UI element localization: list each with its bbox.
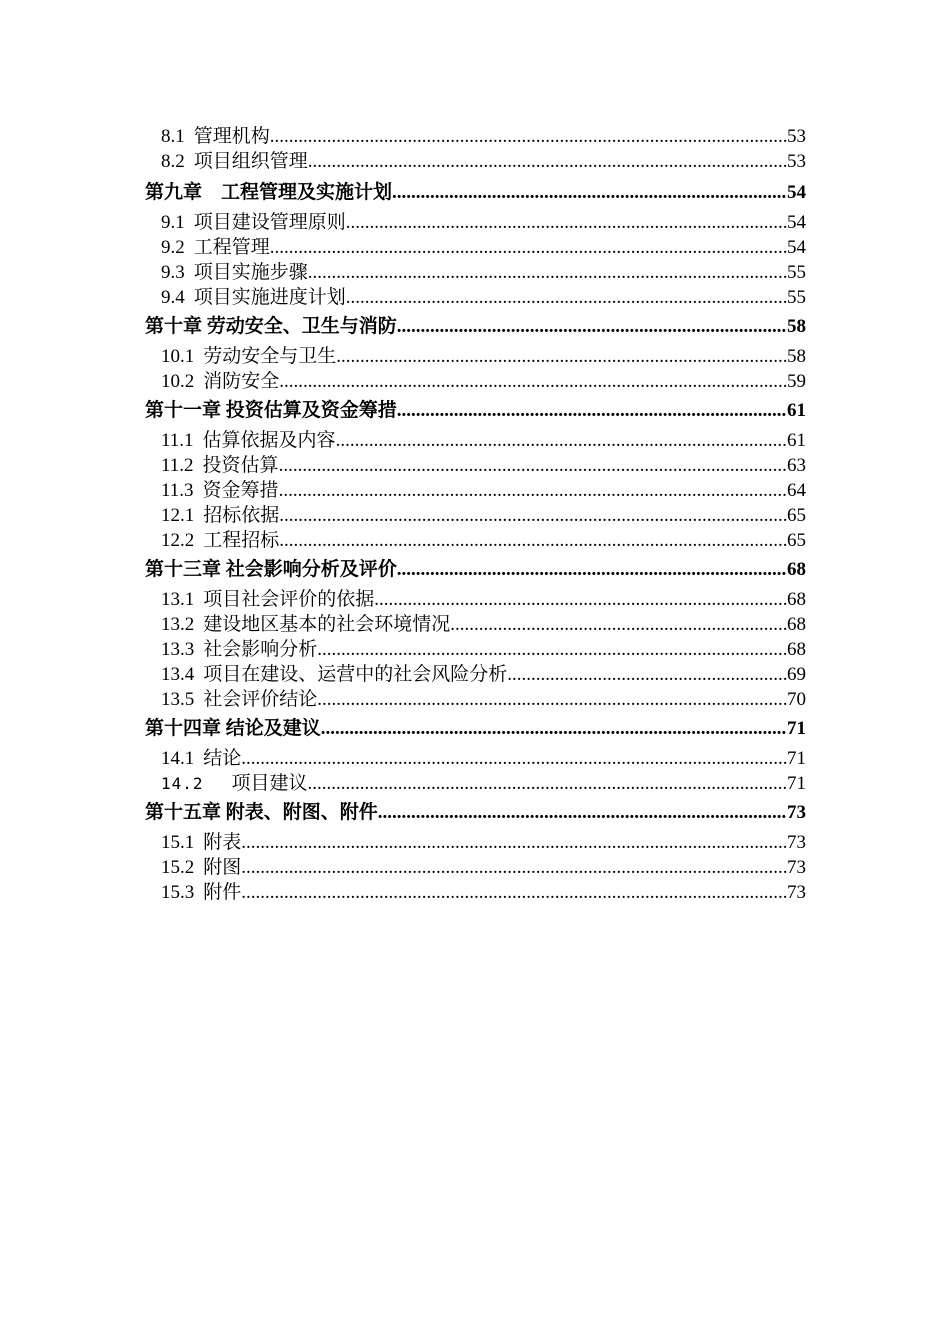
dot-leader xyxy=(317,687,787,712)
toc-entry-number: 12.2 xyxy=(161,530,195,551)
toc-entry-title: 项目建设管理原则 xyxy=(193,212,346,233)
toc-entry-page: 73 xyxy=(787,857,806,878)
toc-entry-8-1[interactable] xyxy=(145,124,806,149)
toc-entry-9-4[interactable] xyxy=(145,285,806,310)
toc-entry-number: 13.5 xyxy=(161,689,195,710)
toc-entry-14-2[interactable] xyxy=(145,771,806,796)
dot-leader xyxy=(397,310,787,344)
toc-entry-page: 71 xyxy=(787,773,806,794)
dot-leader xyxy=(308,771,787,796)
toc-entry-page: 65 xyxy=(787,505,806,526)
dot-leader xyxy=(392,176,787,210)
toc-chapter-title: 第十一章 投资估算及资金筹措 xyxy=(145,400,397,421)
dot-leader xyxy=(241,746,787,771)
toc-chapter-15[interactable] xyxy=(145,796,806,830)
toc-chapter-title: 第十四章 结论及建议 xyxy=(145,718,321,739)
toc-entry-page: 64 xyxy=(787,480,806,501)
toc-entry-title: 社会评价结论 xyxy=(203,689,318,710)
toc-entry-title: 投资估算 xyxy=(202,455,279,476)
toc-entry-number: 8.2 xyxy=(161,151,185,172)
dot-leader xyxy=(397,394,787,428)
toc-entry-11-3[interactable] xyxy=(145,478,806,503)
toc-entry-number: 12.1 xyxy=(161,505,195,526)
toc-entry-9-2[interactable] xyxy=(145,235,806,260)
dot-leader xyxy=(241,880,787,905)
toc-entry-number: 13.3 xyxy=(161,639,195,660)
toc-entry-page: 53 xyxy=(787,151,806,172)
toc-entry-11-2[interactable] xyxy=(145,453,806,478)
toc-entry-12-1[interactable] xyxy=(145,503,806,528)
toc-chapter-page: 61 xyxy=(787,400,806,421)
toc-chapter-page: 71 xyxy=(787,718,806,739)
toc-entry-title: 附件 xyxy=(203,882,242,903)
toc-entry-number: 9.1 xyxy=(161,212,185,233)
dot-leader xyxy=(279,369,787,394)
toc-chapter-14[interactable] xyxy=(145,712,806,746)
toc-entry-15-2[interactable] xyxy=(145,855,806,880)
toc-chapter-11[interactable] xyxy=(145,394,806,428)
toc-entry-number: 13.4 xyxy=(161,664,195,685)
toc-entry-14-1[interactable] xyxy=(145,746,806,771)
dot-leader xyxy=(336,344,787,369)
toc-entry-13-2[interactable] xyxy=(145,612,806,637)
toc-entry-title: 项目社会评价的依据 xyxy=(203,589,375,610)
toc-entry-title: 项目实施进度计划 xyxy=(193,287,346,308)
toc-entry-13-4[interactable] xyxy=(145,662,806,687)
toc-entry-number: 8.1 xyxy=(161,126,185,147)
toc-chapter-10[interactable] xyxy=(145,310,806,344)
toc-entry-number: 13.1 xyxy=(161,589,195,610)
toc-entry-title: 项目在建设、运营中的社会风险分析 xyxy=(203,664,508,685)
toc-entry-title: 社会影响分析 xyxy=(203,639,318,660)
toc-chapter-title: 第十章 劳动安全、卫生与消防 xyxy=(145,316,397,337)
toc-entry-15-3[interactable] xyxy=(145,880,806,905)
toc-entry-page: 68 xyxy=(787,639,806,660)
toc-entry-title: 工程招标 xyxy=(203,530,280,551)
toc-entry-page: 69 xyxy=(787,664,806,685)
toc-entry-page: 73 xyxy=(787,882,806,903)
toc-entry-number: 14.2 xyxy=(161,774,204,793)
toc-entry-9-1[interactable] xyxy=(145,210,806,235)
toc-entry-title: 建设地区基本的社会环境情况 xyxy=(203,614,451,635)
toc-entry-13-5[interactable] xyxy=(145,687,806,712)
toc-entry-page: 53 xyxy=(787,126,806,147)
toc-chapter-page: 73 xyxy=(787,802,806,823)
dot-leader xyxy=(241,830,787,855)
toc-entry-page: 54 xyxy=(787,237,806,258)
toc-entry-number: 11.3 xyxy=(161,480,194,501)
dot-leader xyxy=(507,662,787,687)
dot-leader xyxy=(336,428,787,453)
toc-entry-10-2[interactable] xyxy=(145,369,806,394)
toc-entry-page: 68 xyxy=(787,589,806,610)
toc-entry-title: 招标依据 xyxy=(203,505,280,526)
toc-entry-title: 估算依据及内容 xyxy=(202,430,336,451)
toc-entry-number: 9.4 xyxy=(161,287,185,308)
toc-entry-number: 9.2 xyxy=(161,237,185,258)
toc-entry-title: 项目组织管理 xyxy=(193,151,308,172)
toc-entry-page: 54 xyxy=(787,212,806,233)
toc-entry-12-2[interactable] xyxy=(145,528,806,553)
toc-entry-number: 11.1 xyxy=(161,430,194,451)
dot-leader xyxy=(317,637,787,662)
table-of-contents xyxy=(145,124,806,905)
toc-entry-title: 项目建议 xyxy=(231,773,308,794)
toc-chapter-page: 58 xyxy=(787,316,806,337)
dot-leader xyxy=(308,149,787,174)
toc-entry-page: 55 xyxy=(787,262,806,283)
dot-leader xyxy=(279,528,787,553)
toc-entry-page: 73 xyxy=(787,832,806,853)
toc-entry-page: 55 xyxy=(787,287,806,308)
toc-chapter-title: 第九章 工程管理及实施计划 xyxy=(145,182,393,203)
dot-leader xyxy=(397,553,787,587)
dot-leader xyxy=(308,260,787,285)
toc-entry-title: 附表 xyxy=(203,832,242,853)
toc-entry-number: 14.1 xyxy=(161,748,195,769)
toc-entry-page: 58 xyxy=(787,346,806,367)
dot-leader xyxy=(270,235,787,260)
toc-entry-title: 消防安全 xyxy=(203,371,280,392)
toc-entry-number: 15.2 xyxy=(161,857,195,878)
dot-leader xyxy=(346,285,787,310)
toc-entry-page: 63 xyxy=(787,455,806,476)
toc-entry-15-1[interactable] xyxy=(145,830,806,855)
dot-leader xyxy=(321,712,787,746)
toc-entry-number: 9.3 xyxy=(161,262,185,283)
toc-entry-page: 65 xyxy=(787,530,806,551)
toc-chapter-page: 54 xyxy=(787,182,806,203)
toc-entry-title: 劳动安全与卫生 xyxy=(203,346,337,367)
toc-entry-9-3[interactable] xyxy=(145,260,806,285)
toc-entry-title: 附图 xyxy=(203,857,242,878)
dot-leader xyxy=(450,612,787,637)
toc-entry-title: 项目实施步骤 xyxy=(193,262,308,283)
toc-entry-number: 15.1 xyxy=(161,832,195,853)
toc-entry-8-2[interactable] xyxy=(145,149,806,174)
toc-chapter-9[interactable] xyxy=(145,176,806,210)
toc-chapter-title: 第十五章 附表、附图、附件 xyxy=(145,802,378,823)
dot-leader xyxy=(374,587,787,612)
toc-entry-page: 59 xyxy=(787,371,806,392)
toc-entry-title: 资金筹措 xyxy=(202,480,279,501)
dot-leader xyxy=(241,855,787,880)
toc-entry-number: 10.2 xyxy=(161,371,195,392)
toc-entry-number: 15.3 xyxy=(161,882,195,903)
dot-leader xyxy=(279,503,787,528)
dot-leader xyxy=(378,796,787,830)
toc-entry-title: 结论 xyxy=(203,748,242,769)
toc-chapter-page: 68 xyxy=(787,559,806,580)
toc-entry-page: 68 xyxy=(787,614,806,635)
toc-entry-10-1[interactable] xyxy=(145,344,806,369)
toc-chapter-title: 第十三章 社会影响分析及评价 xyxy=(145,559,397,580)
dot-leader xyxy=(279,453,787,478)
toc-entry-page: 61 xyxy=(787,430,806,451)
dot-leader xyxy=(270,124,787,149)
toc-entry-number: 10.1 xyxy=(161,346,195,367)
toc-entry-page: 70 xyxy=(787,689,806,710)
toc-chapter-13[interactable] xyxy=(145,553,806,587)
toc-entry-11-1[interactable] xyxy=(145,428,806,453)
toc-entry-page: 71 xyxy=(787,748,806,769)
toc-entry-number: 13.2 xyxy=(161,614,195,635)
dot-leader xyxy=(346,210,787,235)
toc-entry-title: 工程管理 xyxy=(193,237,270,258)
dot-leader xyxy=(279,478,787,503)
toc-entry-13-3[interactable] xyxy=(145,637,806,662)
toc-entry-13-1[interactable] xyxy=(145,587,806,612)
toc-entry-number: 11.2 xyxy=(161,455,194,476)
toc-entry-title: 管理机构 xyxy=(193,126,270,147)
